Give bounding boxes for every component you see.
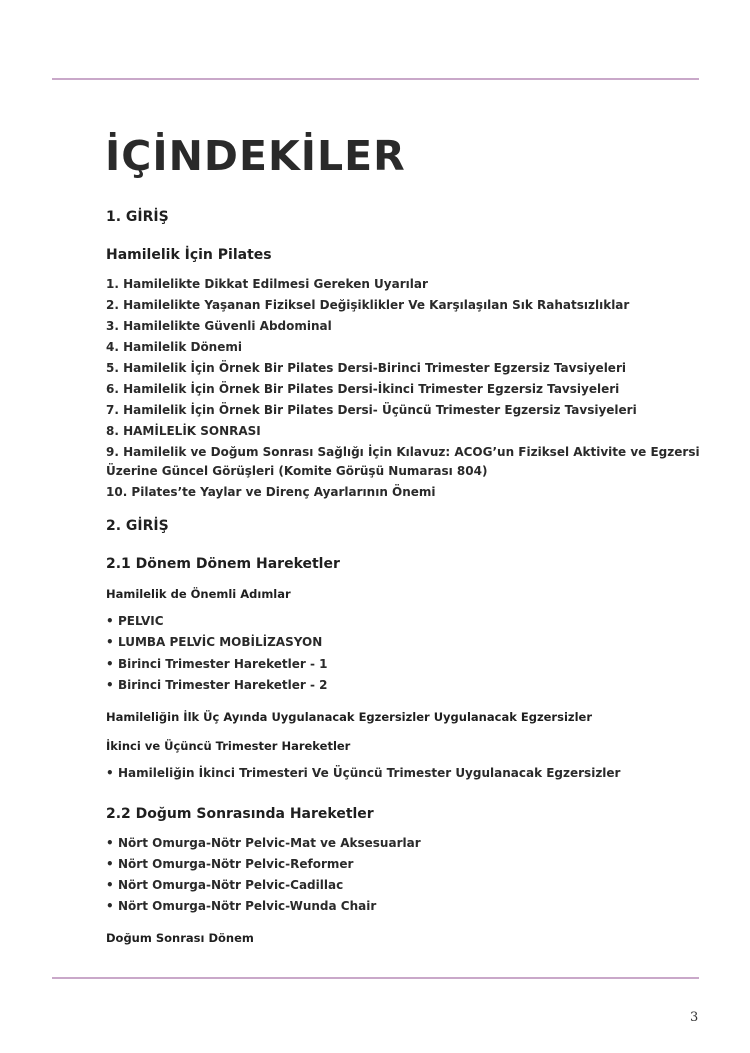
bullet-icon: • [106, 857, 114, 871]
toc-item: 1. Hamilelikte Dikkat Edilmesi Gereken Uyarılar [106, 277, 428, 291]
toc-item: 3. Hamilelikte Güvenli Abdominal [106, 319, 332, 333]
bullet-icon: • [106, 678, 114, 692]
section-1-heading: 1. GİRİŞ [106, 209, 169, 225]
list-item: • Birinci Trimester Hareketler - 1 [106, 657, 328, 671]
top-divider [52, 78, 699, 80]
toc-item: 5. Hamilelik İçin Örnek Bir Pilates Dersi-Birinci Trimester Egzersiz Tavsiyeleri [106, 361, 626, 375]
toc-item-continuation: Üzerine Güncel Görüşleri (Komite Görüşü Numarası 804) [106, 464, 488, 478]
list-item: • PELVIC [106, 614, 164, 628]
list-item: • Hamileliğin İkinci Trimesteri Ve Üçüncü Trimester Uygulanacak Egzersizler [106, 766, 621, 780]
toc-item: 2. Hamilelikte Yaşanan Fiziksel Değişiklikler Ve Karşılaşılan Sık Rahatsızlıklar [106, 298, 630, 312]
bottom-divider [52, 977, 699, 979]
section-1-subheading: Hamilelik İçin Pilates [106, 247, 272, 263]
list-item: • LUMBA PELVİC MOBİLİZASYON [106, 635, 323, 649]
list-item: • Nört Omurga-Nötr Pelvic-Reformer [106, 857, 354, 871]
toc-item: 9. Hamilelik ve Doğum Sonrası Sağlığı İçin Kılavuz: ACOG’un Fiziksel Aktivite ve Egzersi [106, 445, 700, 459]
bullet-icon: • [106, 766, 114, 780]
section-2-1-heading: 2.1 Dönem Dönem Hareketler [106, 556, 340, 572]
toc-item: 7. Hamilelik İçin Örnek Bir Pilates Dersi- Üçüncü Trimester Egzersiz Tavsiyeleri [106, 403, 637, 417]
toc-item: 8. HAMİLELİK SONRASI [106, 424, 261, 438]
page-title: İÇİNDEKİLER [105, 132, 406, 180]
toc-item: 4. Hamilelik Dönemi [106, 340, 242, 354]
bullet-icon: • [106, 878, 114, 892]
group-title: İkinci ve Üçüncü Trimester Hareketler [106, 739, 351, 753]
list-item: • Nört Omurga-Nötr Pelvic-Wunda Chair [106, 899, 377, 913]
bullet-icon: • [106, 899, 114, 913]
list-item: • Nört Omurga-Nötr Pelvic-Mat ve Aksesuarlar [106, 836, 421, 850]
bullet-icon: • [106, 635, 114, 649]
bullet-icon: • [106, 614, 114, 628]
list-item: • Nört Omurga-Nötr Pelvic-Cadillac [106, 878, 344, 892]
bullet-icon: • [106, 836, 114, 850]
group-title: Doğum Sonrası Dönem [106, 931, 254, 945]
page-number: 3 [690, 1010, 699, 1025]
bullet-icon: • [106, 657, 114, 671]
list-item: • Birinci Trimester Hareketler - 2 [106, 678, 328, 692]
toc-item: 10. Pilates’te Yaylar ve Direnç Ayarlarının Önemi [106, 485, 436, 499]
toc-item: 6. Hamilelik İçin Örnek Bir Pilates Dersi-İkinci Trimester Egzersiz Tavsiyeleri [106, 382, 620, 396]
group-title: Hamilelik de Önemli Adımlar [106, 587, 291, 601]
section-2-heading: 2. GİRİŞ [106, 518, 169, 534]
section-2-2-heading: 2.2 Doğum Sonrasında Hareketler [106, 806, 374, 822]
group-title: Hamileliğin İlk Üç Ayında Uygulanacak Egzersizler Uygulanacak Egzersizler [106, 710, 592, 724]
